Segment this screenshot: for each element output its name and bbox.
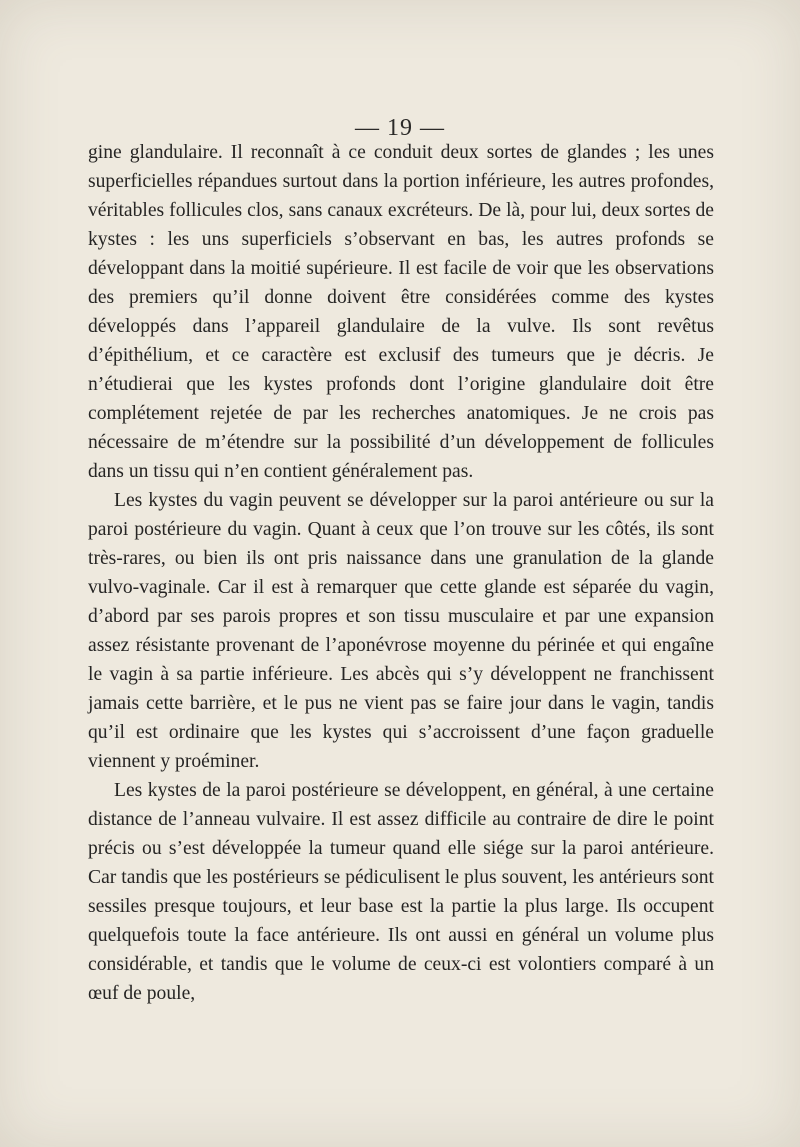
paragraph-3: Les kystes de la paroi postérieure se développent, en général, à une certaine distance de l’anneau vulvaire. Il est assez difficile au contraire de dire le point précis ou s’est développée la tumeur quand elle siége sur la paroi antérieure. Car tandis que les postérieurs se pédiculisent le plus souvent, les antérieurs sont sessiles presque toujours, et leur base est la partie la plus large. Ils occupent quelquefois toute la face antérieure. Ils ont aussi en général un volume plus considérable, et tandis que le volume de ceux-ci est volontiers comparé à un œuf de poule, xyxy=(88,780,714,1004)
paragraph-1: gine glandulaire. Il reconnaît à ce conduit deux sortes de glandes ; les unes superficielles répandues surtout dans la portion inférieure, les autres profondes, véritables follicules clos, sans canaux excréteurs. De là, pour lui, deux sortes de kystes : les uns superficiels s’observant en bas, les autres profonds se développant dans la moitié supérieure. Il est facile de voir que les observations des premiers qu’il donne doivent être considérées comme des kystes développés dans l’appareil glandulaire de la vulve. Ils sont revêtus d’épithélium, et ce caractère est exclusif des tumeurs que je décris. Je n’étudierai que les kystes profonds dont l’origine glandulaire doit être complétement rejetée de par les recherches anatomiques. Je ne crois pas nécessaire de m’étendre sur la possibilité d’un développement de follicules dans un tissu qui n’en contient généralement pas. xyxy=(88,142,714,482)
paragraph-2: Les kystes du vagin peuvent se développer sur la paroi antérieure ou sur la paroi postérieure du vagin. Quant à ceux que l’on trouve sur les côtés, ils sont très-rares, ou bien ils ont pris naissance dans une granulation de la glande vulvo-vaginale. Car il est à remarquer que cette glande est séparée du vagin, d’abord par ses parois propres et son tissu musculaire et par une expansion assez résistante provenant de l’aponévrose moyenne du périnée et qui engaîne le vagin à sa partie inférieure. Les abcès qui s’y développent ne franchissent jamais cette barrière, et le pus ne vient pas se faire jour dans le vagin, tandis qu’il est ordinaire que les kystes qui s’accroissent d’une façon graduelle viennent y proéminer. xyxy=(88,490,714,772)
body-text xyxy=(88,138,714,1008)
page-number: — 19 — xyxy=(355,115,445,141)
